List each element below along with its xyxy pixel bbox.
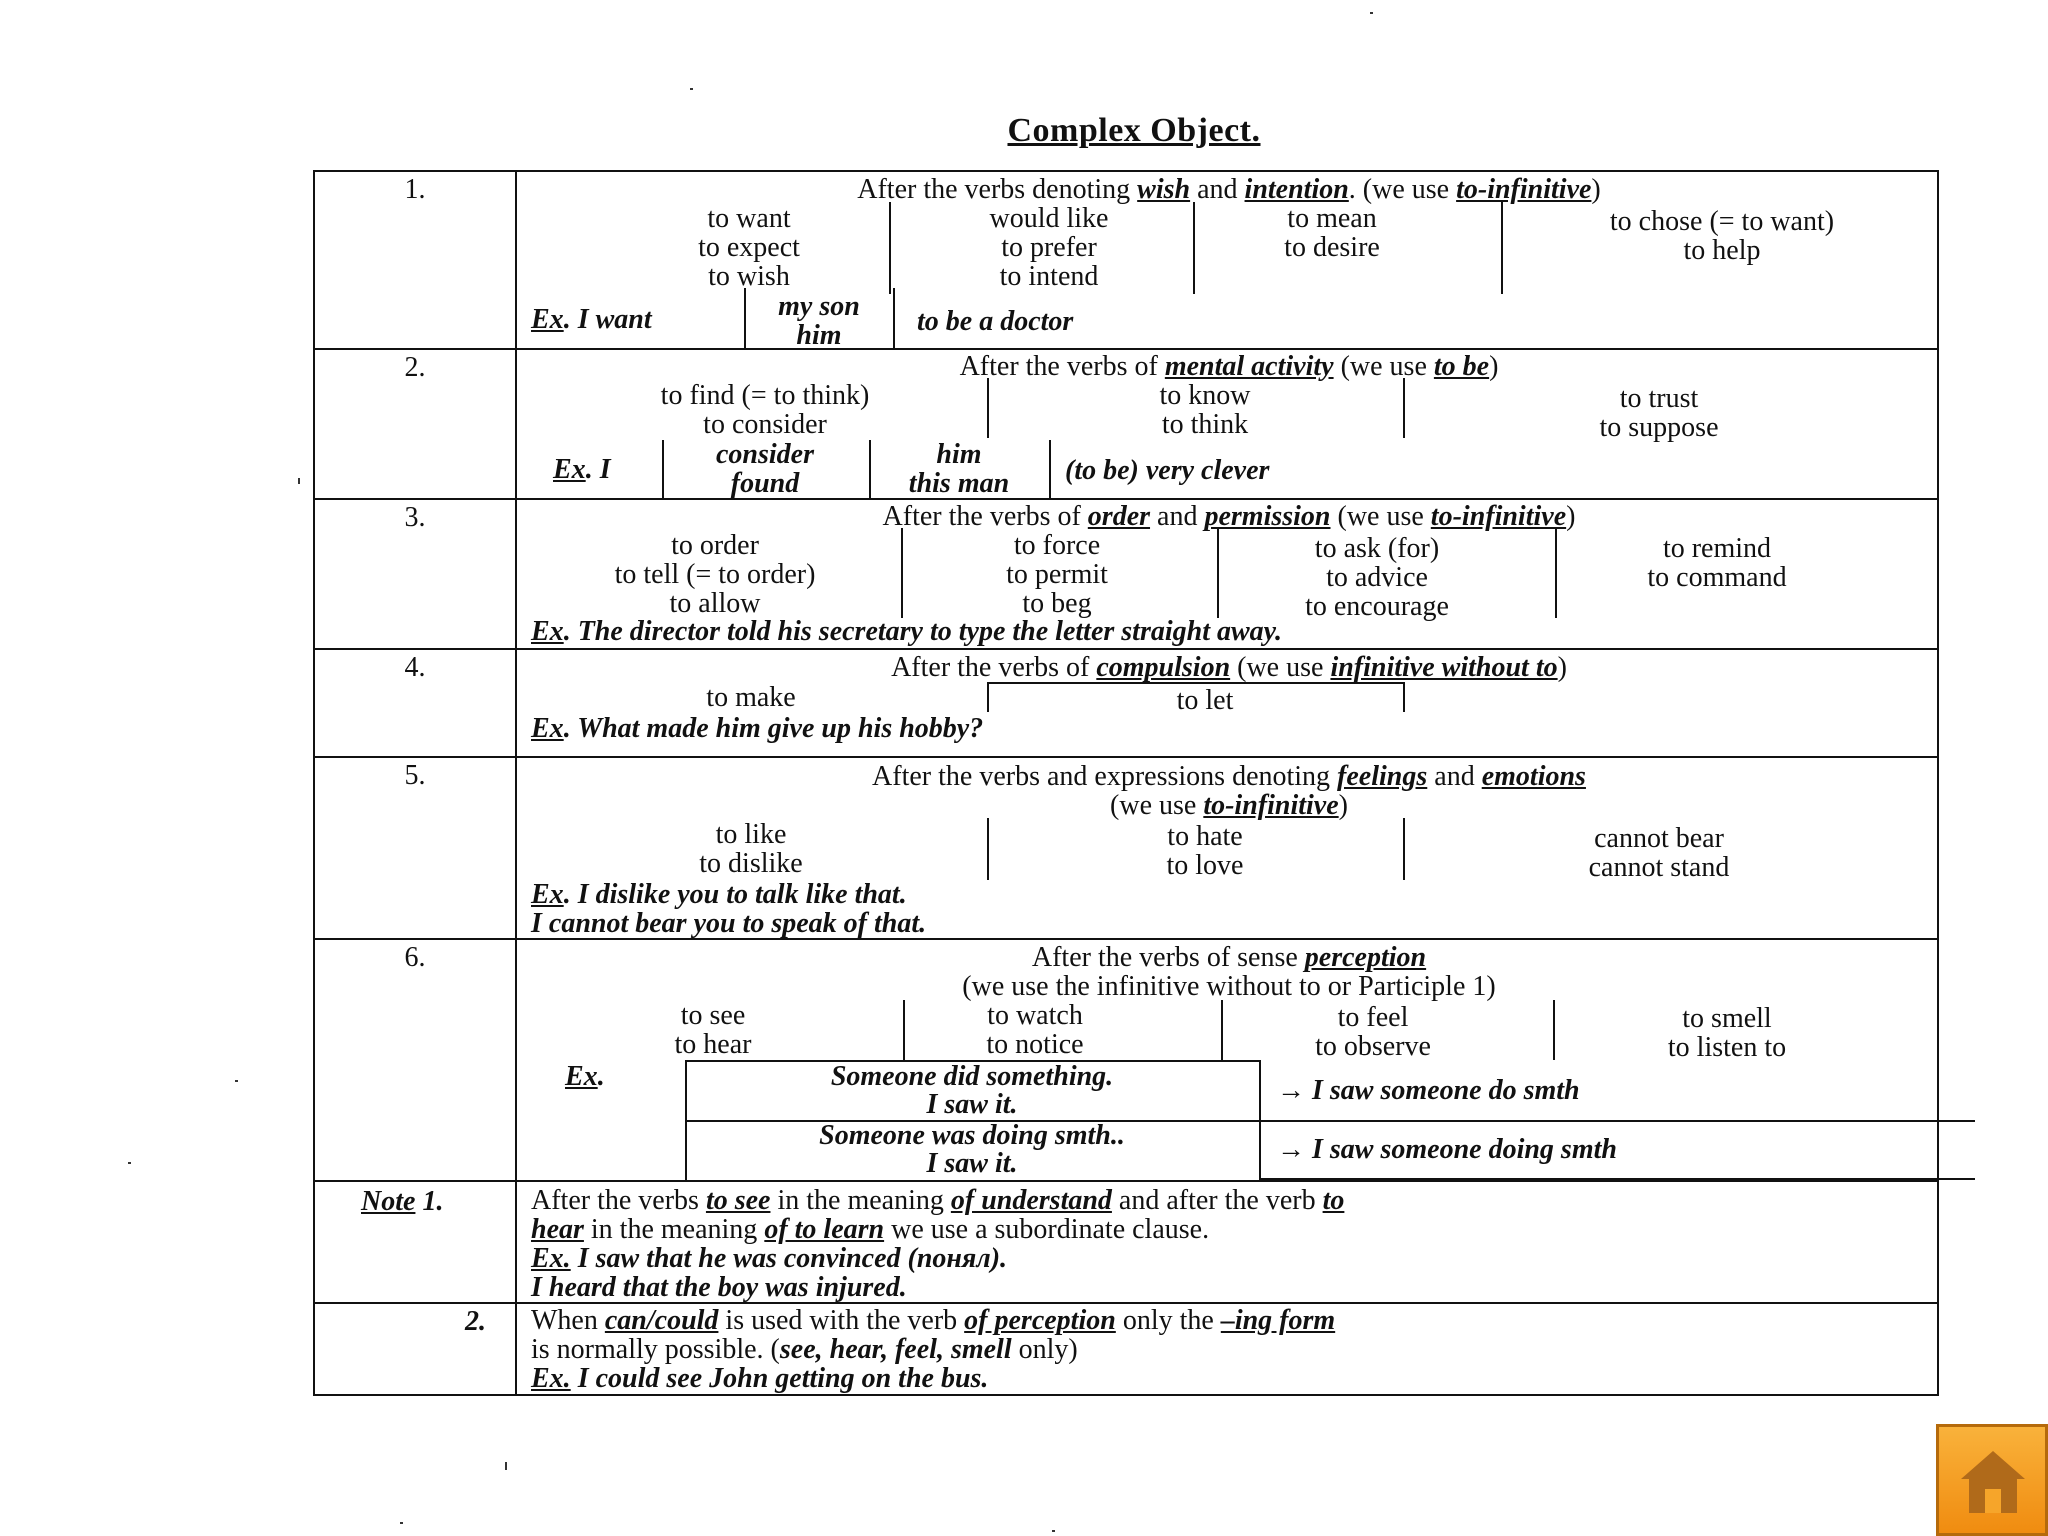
- example: Ex. I: [553, 454, 611, 485]
- example-rest: to be a doctor: [917, 306, 1074, 337]
- row-number: 1.: [404, 174, 426, 205]
- house-icon: [1959, 1449, 2027, 1515]
- example-object: my son: [778, 291, 860, 322]
- example: Ex. What made him give up his hobby?: [531, 713, 984, 744]
- example-box: Someone did something.: [830, 1061, 1114, 1092]
- verb: to force: [1013, 530, 1101, 561]
- verb: to find (= to think): [660, 380, 870, 411]
- table-row-1: [313, 170, 1939, 351]
- verb: cannot bear: [1594, 823, 1724, 854]
- verb: to permit: [1006, 559, 1108, 590]
- verb: to suppose: [1599, 412, 1719, 443]
- row-heading: After the verbs of order and permission (we use to-infinitive): [882, 501, 1576, 532]
- verb: to wish: [708, 261, 790, 292]
- verb: to intend: [999, 261, 1099, 292]
- verb: to know: [1159, 380, 1251, 411]
- note-text: After the verbs to see in the meaning of understand and after the verb to: [531, 1185, 1345, 1216]
- note-row-1: [313, 1180, 1939, 1302]
- example-rest: (to be) very clever: [1065, 455, 1270, 486]
- row-number: 2.: [404, 352, 426, 383]
- verb: to order: [671, 530, 759, 561]
- note-label: 2.: [465, 1306, 486, 1337]
- verb: to beg: [1022, 588, 1092, 619]
- verb: to mean: [1287, 203, 1377, 234]
- example-label: Ex.: [565, 1061, 605, 1092]
- row-heading-line2: (we use the infinitive without to or Participle 1): [962, 971, 1496, 1002]
- row-number: 4.: [404, 652, 426, 683]
- example: Ex. I want: [531, 304, 652, 335]
- verb: to think: [1161, 409, 1249, 440]
- verb: to trust: [1619, 383, 1699, 414]
- verb: to remind: [1662, 533, 1772, 564]
- example-line2: I cannot bear you to speak of that.: [531, 908, 927, 939]
- example: Ex. The director told his secretary to type the letter straight away.: [531, 616, 1283, 647]
- verb: to tell (= to order): [614, 559, 816, 590]
- verb: to listen to: [1667, 1032, 1787, 1063]
- example-result: → I saw someone do smth: [1277, 1075, 1580, 1106]
- verb: to like: [715, 819, 787, 850]
- note-label: Note 1.: [361, 1186, 444, 1217]
- note-row-2: [313, 1302, 1939, 1396]
- verb: cannot stand: [1588, 852, 1730, 883]
- example-box: I saw it.: [926, 1089, 1018, 1120]
- example-result: → I saw someone doing smth: [1277, 1134, 1617, 1165]
- complex-object-table: [313, 170, 1939, 1396]
- example-object: him: [936, 439, 982, 470]
- row-number: 6.: [404, 942, 426, 973]
- note-example: Ex. I could see John getting on the bus.: [531, 1363, 989, 1394]
- verb: to notice: [986, 1029, 1084, 1060]
- table-row-3: [313, 498, 1939, 648]
- row-number: 5.: [404, 760, 426, 791]
- verb: to hate: [1167, 821, 1243, 852]
- row-heading: After the verbs of mental activity (we use to be): [959, 351, 1499, 382]
- verb: to consider: [703, 409, 827, 440]
- verb: to dislike: [699, 848, 803, 879]
- table-row-4: [313, 648, 1939, 756]
- verb: to smell: [1682, 1003, 1772, 1034]
- verb: to help: [1683, 235, 1761, 266]
- verb: to desire: [1284, 232, 1380, 263]
- row-number: 3.: [404, 502, 426, 533]
- example-verb: consider: [716, 439, 814, 470]
- row-heading: After the verbs and expressions denoting feelings and emotions: [872, 761, 1586, 792]
- note-text: hear in the meaning of to learn we use a subordinate clause.: [531, 1214, 1210, 1245]
- verb: to make: [706, 682, 796, 713]
- verb: to love: [1166, 850, 1244, 881]
- verb: to prefer: [1001, 232, 1097, 263]
- page-title: Complex Object.: [1007, 112, 1261, 149]
- verb: to see: [680, 1000, 746, 1031]
- verb: would like: [989, 203, 1109, 234]
- verb: to encourage: [1305, 591, 1449, 622]
- table-row-6: [313, 938, 1939, 1180]
- row-heading: After the verbs of sense perception: [1031, 942, 1427, 973]
- row-heading-line2: (we use to-infinitive): [1110, 790, 1348, 821]
- verb: to watch: [987, 1000, 1083, 1031]
- verb: to ask (for): [1314, 533, 1440, 564]
- table-row-2: [313, 348, 1939, 498]
- verb: to advice: [1326, 562, 1428, 593]
- verb: to observe: [1315, 1031, 1431, 1062]
- note-text: is normally possible. (see, hear, feel, smell only): [531, 1334, 1078, 1365]
- example-verb: found: [730, 468, 800, 499]
- example-box: Someone was doing smth..: [819, 1120, 1125, 1151]
- home-button[interactable]: [1936, 1424, 2048, 1536]
- note-example: I heard that the boy was injured.: [531, 1272, 907, 1303]
- verb: to let: [1176, 685, 1234, 716]
- verb: to feel: [1337, 1002, 1409, 1033]
- example: Ex. I dislike you to talk like that.: [531, 879, 907, 910]
- table-row-5: [313, 756, 1939, 938]
- verb: to expect: [698, 232, 800, 263]
- note-example: Ex. I saw that he was convinced (понял).: [531, 1243, 1008, 1274]
- verb: to hear: [674, 1029, 752, 1060]
- note-text: When can/could is used with the verb of perception only the –ing form: [531, 1305, 1336, 1336]
- verb: to allow: [669, 588, 761, 619]
- verb: to want: [707, 203, 791, 234]
- row-heading: After the verbs of compulsion (we use infinitive without to): [891, 652, 1567, 683]
- verb: to command: [1647, 562, 1787, 593]
- verb: to chose (= to want): [1609, 206, 1835, 237]
- example-box: I saw it.: [926, 1148, 1018, 1179]
- example-object: this man: [908, 468, 1010, 499]
- example-object: him: [796, 320, 842, 351]
- row-heading: After the verbs denoting wish and intention. (we use to-infinitive): [857, 174, 1601, 205]
